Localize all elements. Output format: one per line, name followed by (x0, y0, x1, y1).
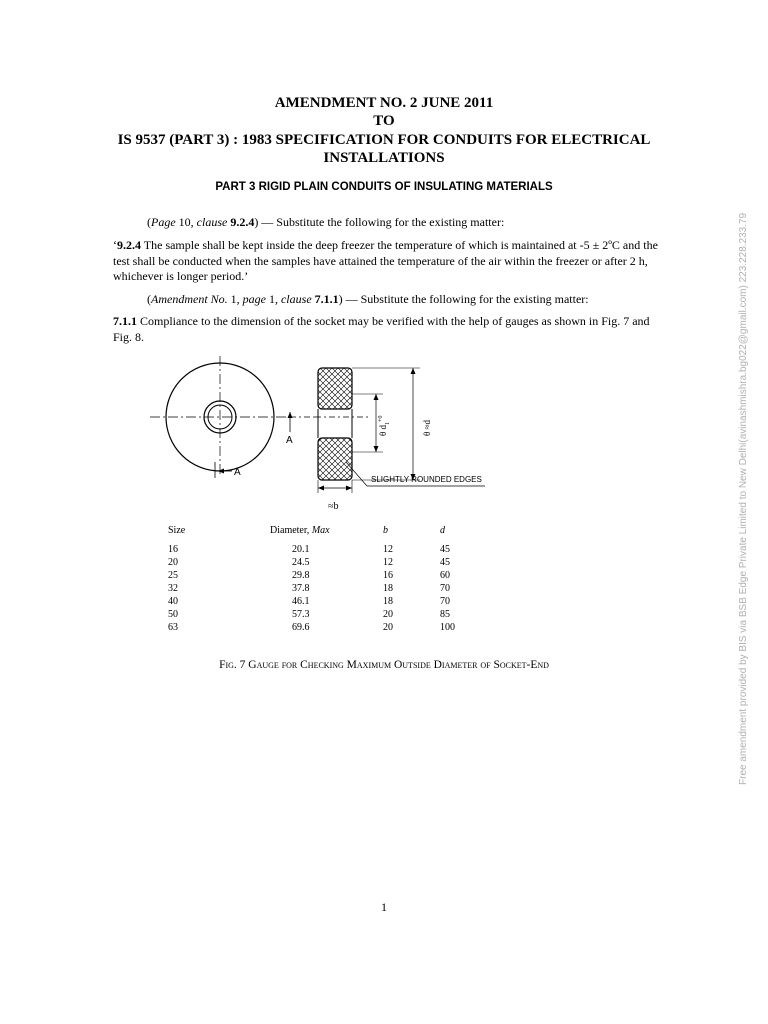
table-row: 50 57.3 20 85 (168, 609, 450, 620)
gauge-dimension-table (168, 525, 480, 634)
gauge-side-view (290, 368, 370, 480)
header-diameter: Diameter, Max (270, 525, 330, 536)
table-row: 32 37.8 18 70 (168, 583, 450, 594)
page-number: 1 (381, 900, 387, 914)
standard-title-cont: INSTALLATIONS (323, 150, 445, 166)
clause-9-2-4-text: ‘9.2.4 The sample shall be kept inside the deep freezer the temperature of which is maintained at -5 ± 2ºC and the test shall be conducted when the samples have attained the temperature of the air within the freezer or after 2 h, whichever is longer period.’ (113, 238, 658, 283)
table-row: 16 20.1 12 45 (168, 544, 450, 555)
table-row: 63 69.6 20 100 (168, 622, 455, 633)
distribution-watermark: Free amendment provided by BIS via BSB Edge Private Limited to New Delhi(avinashmishra.bg022@gmail.com) 223.228.233.79 (738, 212, 749, 785)
table-row: 25 29.8 16 60 (168, 570, 450, 581)
header-size: Size (168, 525, 186, 536)
outer-diameter-label: θ ≈d (422, 419, 432, 436)
gauge-front-view (150, 356, 290, 475)
table-header-row (168, 525, 480, 543)
section-label-a-side: A (286, 435, 293, 446)
edge-note: SLIGHTLY ROUNDED EDGES (371, 475, 482, 484)
clause-7-1-1-text: 7.1.1 Compliance to the dimension of the socket may be verified with the help of gauges as shown in Fig. 7 and Fig. 8. (113, 314, 650, 344)
amendment-instruction-1: (Page 10, clause 9.2.4) — Substitute the following for the existing matter: (147, 215, 505, 229)
standard-title: IS 9537 (PART 3) : 1983 SPECIFICATION FOR CONDUITS FOR ELECTRICAL (117, 132, 651, 148)
table-row: 20 24.5 12 45 (168, 557, 450, 568)
gauge-drawing (140, 350, 540, 520)
section-label-a-front: A (234, 467, 241, 478)
amendment-instruction-2: (Amendment No. 1, page 1, clause 7.1.1) — Substitute the following for the existing matter: (147, 292, 589, 306)
bore-label: θ $d_1^{+0}$ (378, 415, 391, 436)
table-row: 40 46.1 18 70 (168, 596, 450, 607)
part-subtitle: PART 3 RIGID PLAIN CONDUITS OF INSULATING MATERIALS (215, 181, 553, 193)
header-d: d (440, 525, 445, 536)
header-b: b (383, 525, 388, 536)
gauge-figure (140, 350, 540, 520)
amendment-title: AMENDMENT NO. 2 JUNE 2011 (274, 95, 494, 111)
section-marker-side (288, 412, 293, 432)
figure-caption: Fig. 7 Gauge for Checking Maximum Outside Diameter of Socket-End (219, 659, 549, 671)
amendment-to: TO (373, 113, 395, 129)
width-label: ≈b (328, 501, 339, 512)
width-dimension (318, 480, 352, 493)
